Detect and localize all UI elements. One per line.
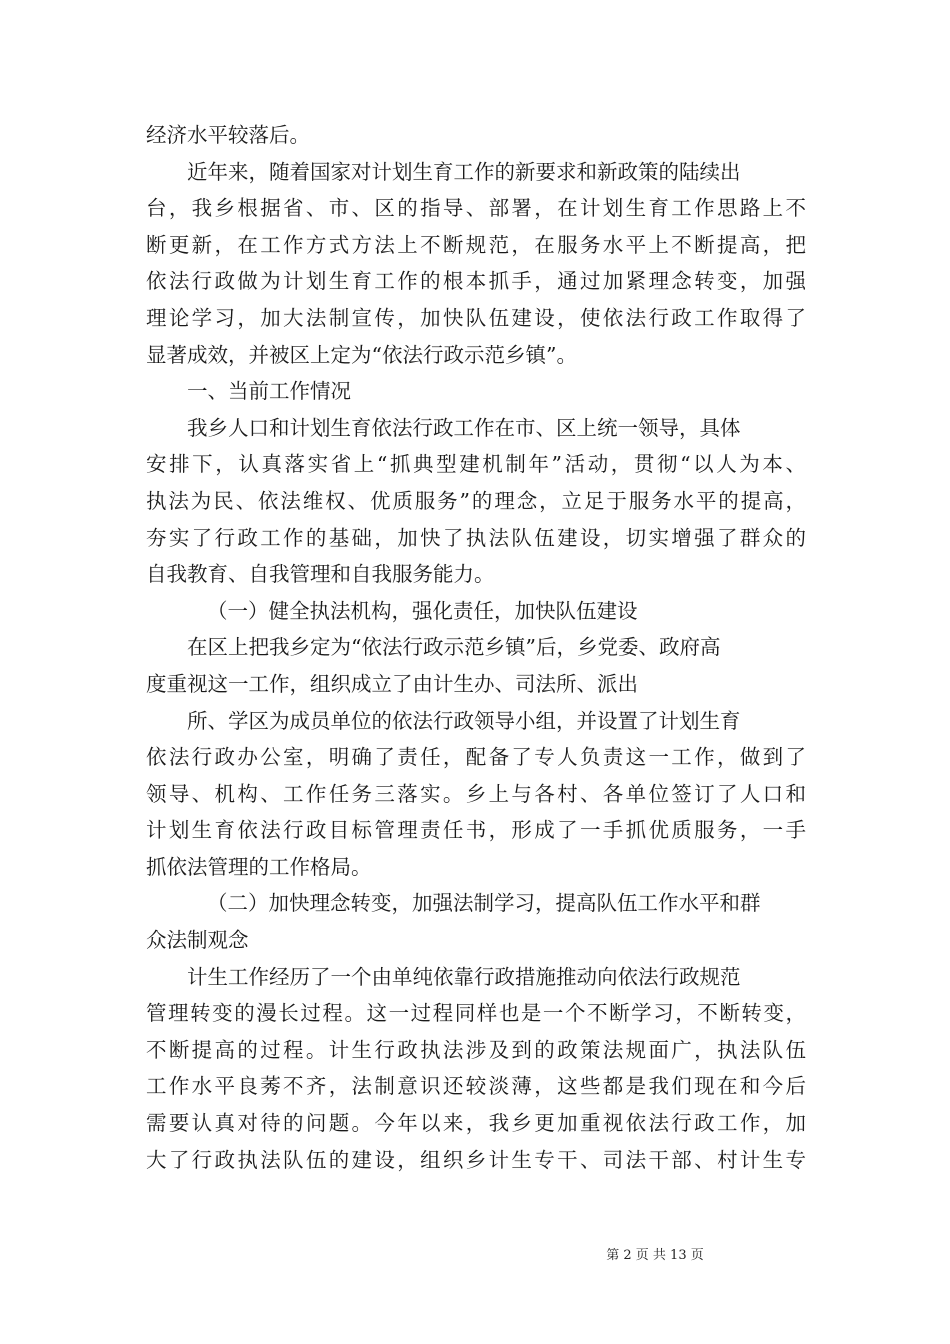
subsection-heading: （一）健全执法机构，强化责任，加快队伍建设 [207,598,638,623]
text-line: 台，我乡根据省、市、区的指导、部署，在计划生育工作思路上不 [146,196,806,221]
paragraph-first-line: 所、学区为成员单位的依法行政领导小组，并设置了计划生育 [187,708,741,733]
text-line: 度重视这一工作，组织成立了由计生办、司法所、派出 [146,671,638,696]
text-line: 抓依法管理的工作格局。 [146,854,372,879]
paragraph-first-line: 在区上把我乡定为“依法行政示范乡镇”后，乡党委、政府高 [187,635,721,660]
paragraph-first-line: 我乡人口和计划生育依法行政工作在市、区上统一领导，具体 [187,415,741,440]
text-line: 工作水平良莠不齐，法制意识还较淡薄，这些都是我们现在和今后 [146,1074,806,1099]
text-line: 计划生育依法行政目标管理责任书，形成了一手抓优质服务，一手 [146,818,806,843]
text-line: 不断提高的过程。计生行政执法涉及到的政策法规面广，执法队伍 [146,1037,806,1062]
page-number: 第 2 页 共 13 页 [606,1248,704,1263]
section-heading: 一、当前工作情况 [187,379,351,404]
text-line: 安排下，认真落实省上“抓典型建机制年”活动，贯彻“以人为本、 [146,452,806,477]
text-line: 依法行政办公室，明确了责任，配备了专人负责这一工作，做到了 [146,745,806,770]
text-line: 夯实了行政工作的基础，加快了执法队伍建设，切实增强了群众的 [146,525,806,550]
text-line: 执法为民、依法维权、优质服务”的理念，立足于服务水平的提高， [146,488,806,513]
text-line: 领导、机构、工作任务三落实。乡上与各村、各单位签订了人口和 [146,781,806,806]
text-line: 需要认真对待的问题。今年以来，我乡更加重视依法行政工作，加 [146,1111,806,1136]
text-line: 自我教育、自我管理和自我服务能力。 [146,562,495,587]
text-line: 显著成效，并被区上定为“依法行政示范乡镇”。 [146,342,577,367]
page-footer [0,1247,950,1265]
text-line: 理论学习，加大法制宣传，加快队伍建设，使依法行政工作取得了 [146,305,806,330]
text-line: 经济水平较落后。 [146,123,310,147]
text-line: 管理转变的漫长过程。这一过程同样也是一个不断学习，不断转变， [146,1001,806,1026]
text-line: 众法制观念 [146,928,249,953]
subsection-heading: （二）加快理念转变，加强法制学习，提高队伍工作水平和群 [207,891,761,916]
paragraph-first-line: 计生工作经历了一个由单纯依靠行政措施推动向依法行政规范 [187,964,741,989]
text-line: 断更新，在工作方式方法上不断规范，在服务水平上不断提高，把 [146,232,806,257]
text-line: 依法行政做为计划生育工作的根本抓手，通过加紧理念转变，加强 [146,269,806,294]
text-line: 大了行政执法队伍的建设，组织乡计生专干、司法干部、村计生专 [146,1147,806,1172]
paragraph-first-line: 近年来，随着国家对计划生育工作的新要求和新政策的陆续出 [187,159,741,184]
document-body [146,117,806,1178]
